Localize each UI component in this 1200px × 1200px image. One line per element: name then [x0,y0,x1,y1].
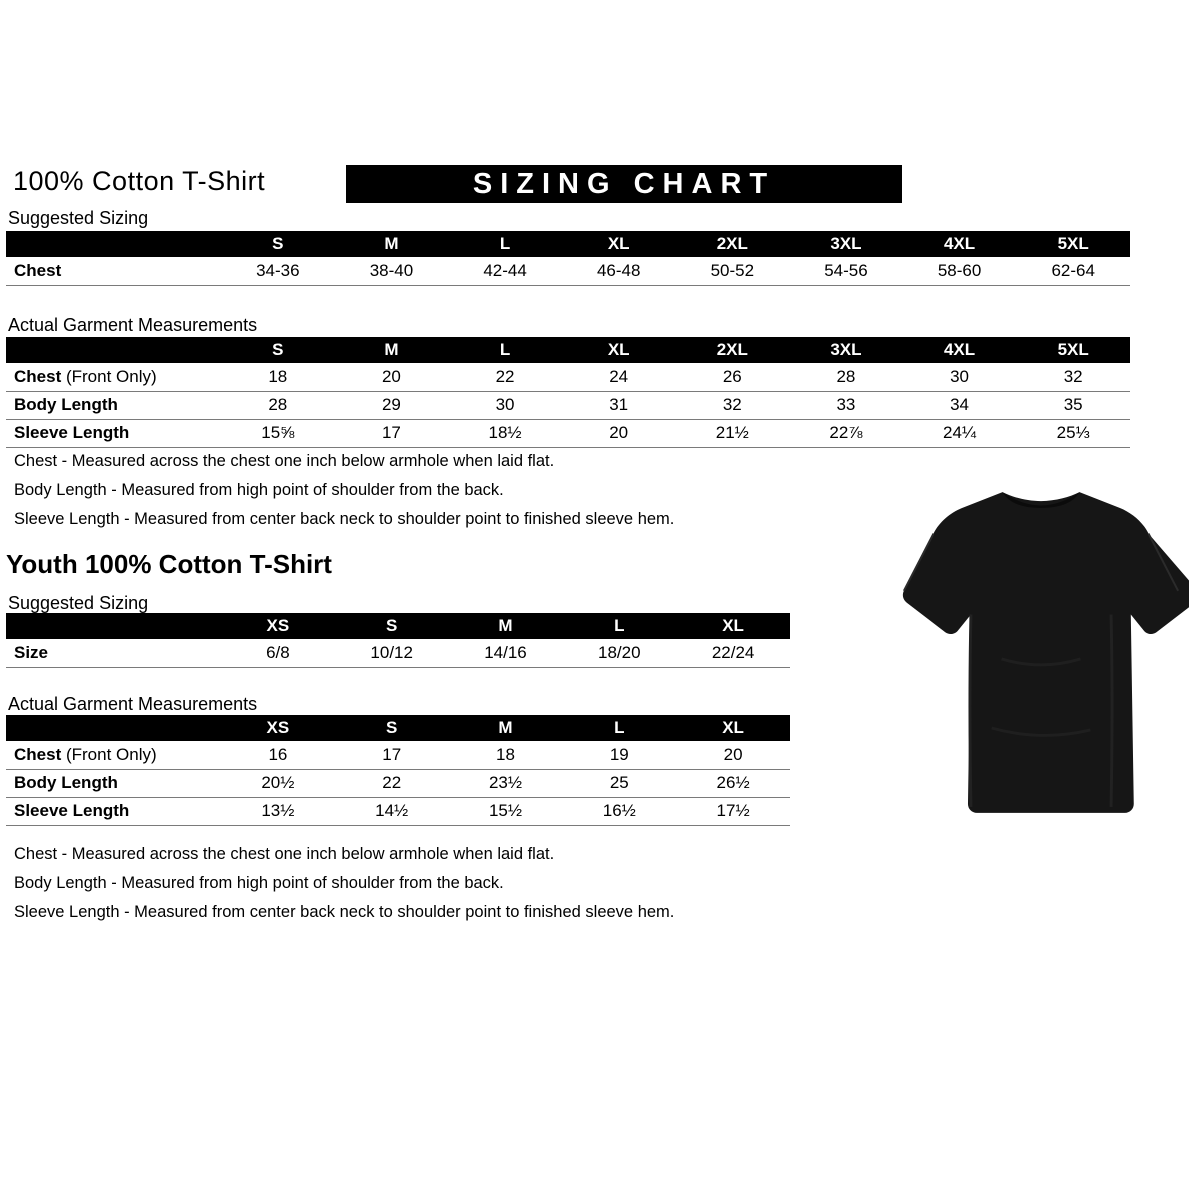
measurement-cell: 22 [335,769,449,797]
row-label: Body Length [6,391,221,419]
note-chest: Chest - Measured across the chest one inch below armhole when laid flat. [14,845,555,863]
measurement-cell: 14/16 [449,639,563,667]
measurement-cell: 32 [676,391,790,419]
size-column-header: 4XL [903,231,1017,257]
note-chest: Chest - Measured across the chest one inch below armhole when laid flat. [14,452,555,470]
table-corner-cell [6,337,221,363]
measurement-cell: 20 [562,419,676,447]
measurement-cell: 18 [221,363,335,391]
measurement-cell: 33 [789,391,903,419]
size-column-header: 2XL [676,231,790,257]
measurement-cell: 42-44 [448,257,562,285]
measurement-row [6,419,1130,447]
measurement-row [6,769,790,797]
size-column-header: 5XL [1016,337,1130,363]
size-column-header: 3XL [789,231,903,257]
measurement-cell: 22 [448,363,562,391]
size-column-header: S [335,715,449,741]
measurement-cell: 26½ [676,769,790,797]
measurement-cell: 38-40 [335,257,449,285]
measurement-cell: 46-48 [562,257,676,285]
size-header-row [6,715,790,741]
measurement-cell: 17 [335,741,449,769]
banner-title: SIZING CHART [472,167,776,200]
measurement-cell: 22⅞ [789,419,903,447]
measurement-cell: 28 [221,391,335,419]
measurement-cell: 31 [562,391,676,419]
suggested-sizing-label-youth: Suggested Sizing [8,593,149,613]
measurement-cell: 58-60 [903,257,1017,285]
measurement-cell: 6/8 [221,639,335,667]
size-column-header: 5XL [1016,231,1130,257]
measurement-cell: 22/24 [676,639,790,667]
table-corner-cell [6,613,221,639]
size-column-header: L [448,231,562,257]
size-column-header: XS [221,715,335,741]
measurement-cell: 30 [448,391,562,419]
size-header-row [6,613,790,639]
measurement-cell: 13½ [221,797,335,825]
size-column-header: 4XL [903,337,1017,363]
measurement-row [6,391,1130,419]
measurement-cell: 26 [676,363,790,391]
measurement-cell: 32 [1016,363,1130,391]
actual-measurements-label-youth: Actual Garment Measurements [8,694,258,714]
size-column-header: XL [562,337,676,363]
measurement-notes-adult [14,452,674,539]
measurement-cell: 16½ [562,797,676,825]
measurement-cell: 28 [789,363,903,391]
measurement-cell: 29 [335,391,449,419]
measurement-cell: 16 [221,741,335,769]
measurement-cell: 20½ [221,769,335,797]
size-column-header: M [335,337,449,363]
size-column-header: S [221,231,335,257]
note-body-length: Body Length - Measured from high point of shoulder from the back. [14,481,504,499]
row-label: Body Length [6,769,221,797]
youth-section-title: Youth 100% Cotton T-Shirt [6,549,332,579]
measurement-cell: 30 [903,363,1017,391]
measurement-cell: 34-36 [221,257,335,285]
actual-measurements-label-adult: Actual Garment Measurements [8,315,258,335]
measurement-cell: 17 [335,419,449,447]
measurement-row [6,797,790,825]
youth-actual-measurements-table [6,715,790,826]
note-body-length: Body Length - Measured from high point of shoulder from the back. [14,874,504,892]
row-label: Sleeve Length [6,797,221,825]
sizing-chart-banner [346,165,902,203]
size-header-row [6,337,1130,363]
adult-section-title: 100% Cotton T-Shirt [13,166,266,196]
row-label: Chest [6,257,221,285]
size-column-header: XL [562,231,676,257]
measurement-cell: 34 [903,391,1017,419]
size-column-header: XL [676,715,790,741]
measurement-row [6,639,790,667]
measurement-cell: 24¼ [903,419,1017,447]
adult-actual-measurements-table [6,337,1130,448]
suggested-sizing-label-adult: Suggested Sizing [8,208,149,228]
table-corner-cell [6,715,221,741]
measurement-row [6,741,790,769]
measurement-cell: 50-52 [676,257,790,285]
measurement-cell: 18/20 [562,639,676,667]
measurement-row [6,257,1130,285]
size-column-header: 2XL [676,337,790,363]
measurement-cell: 35 [1016,391,1130,419]
tshirt-graphic [893,481,1189,827]
size-column-header: XS [221,613,335,639]
size-column-header: L [562,715,676,741]
measurement-cell: 15½ [449,797,563,825]
black-tshirt-product-image [893,481,1189,827]
note-sleeve-length: Sleeve Length - Measured from center back neck to shoulder point to finished sleeve hem. [14,903,675,921]
row-label: Chest (Front Only) [6,741,221,769]
size-column-header: M [335,231,449,257]
measurement-cell: 24 [562,363,676,391]
measurement-cell: 23½ [449,769,563,797]
measurement-cell: 18½ [448,419,562,447]
size-header-row [6,231,1130,257]
table-corner-cell [6,231,221,257]
measurement-row [6,363,1130,391]
size-column-header: 3XL [789,337,903,363]
youth-suggested-sizing-table [6,613,790,668]
measurement-cell: 10/12 [335,639,449,667]
size-column-header: S [221,337,335,363]
size-column-header: L [448,337,562,363]
measurement-cell: 14½ [335,797,449,825]
size-column-header: M [449,613,563,639]
measurement-cell: 19 [562,741,676,769]
measurement-cell: 54-56 [789,257,903,285]
measurement-cell: 15⅝ [221,419,335,447]
measurement-cell: 20 [676,741,790,769]
row-label: Chest (Front Only) [6,363,221,391]
size-column-header: L [562,613,676,639]
measurement-cell: 17½ [676,797,790,825]
row-label: Sleeve Length [6,419,221,447]
adult-suggested-sizing-table [6,231,1130,286]
measurement-cell: 62-64 [1016,257,1130,285]
size-column-header: S [335,613,449,639]
tshirt-body-shape [903,492,1189,813]
measurement-cell: 25 [562,769,676,797]
measurement-cell: 20 [335,363,449,391]
measurement-cell: 18 [449,741,563,769]
row-label: Size [6,639,221,667]
note-sleeve-length: Sleeve Length - Measured from center back neck to shoulder point to finished sleeve hem. [14,510,675,528]
size-column-header: M [449,715,563,741]
size-column-header: XL [676,613,790,639]
measurement-cell: 25⅓ [1016,419,1130,447]
measurement-notes-youth [14,845,674,932]
measurement-cell: 21½ [676,419,790,447]
